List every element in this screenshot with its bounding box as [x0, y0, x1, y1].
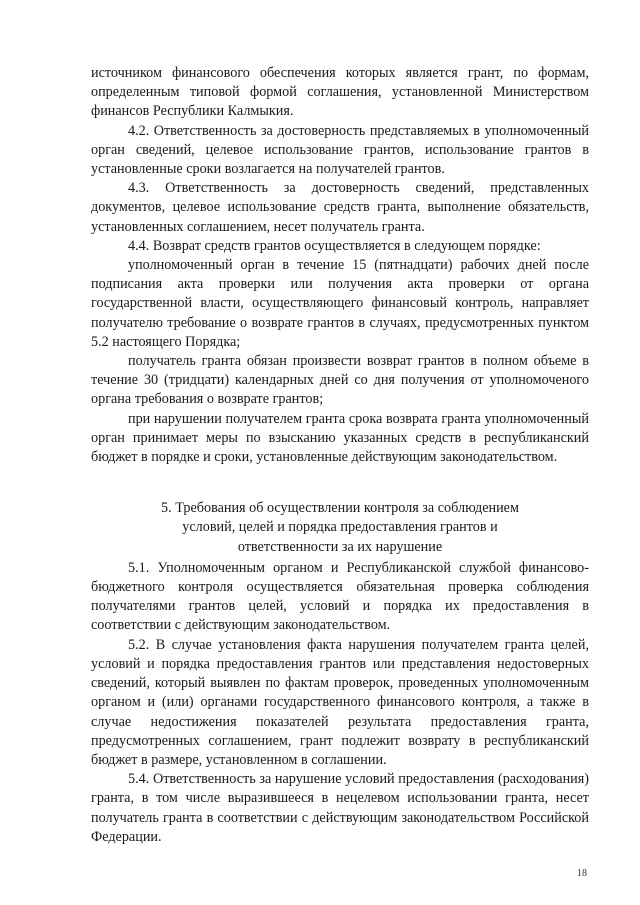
section-heading-line-1: 5. Требования об осуществлении контроля за соблюдением	[161, 500, 519, 517]
section-5-heading	[91, 499, 589, 557]
paragraph-4-3: 4.3. Ответственность за достоверность сведений, представленных документов, целевое использование средств гранта, выполнение обязательств, установленных соглашением, несет получатель гранта.	[91, 180, 589, 235]
paragraph-5-4: 5.4. Ответственность за нарушение условий предоставления (расходования) гранта, в том числе выразившееся в нецелевом использовании гранта, несет получатель гранта в соответствии с действующим законодательством Российской Федерации.	[91, 771, 589, 845]
paragraph-4-4: 4.4. Возврат средств грантов осуществляется в следующем порядке:	[128, 237, 541, 254]
paragraph-4-4-item-2: получатель гранта обязан произвести возврат грантов в полном объеме в течение 30 (тридцати) календарных дней со дня получения от уполномоченого органа требования о возврате грантов;	[91, 353, 589, 408]
paragraph-4-4-item-3: при нарушении получателем гранта срока возврата гранта уполномоченный орган принимает меры по взысканию указанных средств в республиканский бюджет в порядке и сроки, установленные действующим законодательством.	[91, 410, 589, 466]
paragraph-5-1: 5.1. Уполномоченным органом и Республиканской службой финансово-бюджетного контроля осуществляется обязательная проверка соблюдения получателями грантов целей, условий и порядка их предоставления в соответствии с действующим законодательством.	[91, 559, 589, 634]
page-number: 18	[577, 868, 587, 879]
document-page	[91, 64, 589, 847]
paragraph-4-2: 4.2. Ответственность за достоверность представляемых в уполномоченный орган сведений, целевое использование грантов, использование грантов в установленные сроки возлагается на получателей грантов.	[91, 122, 589, 178]
paragraph-4-4-item-1: уполномоченный орган в течение 15 (пятнадцати) рабочих дней после подписания акта проверки или получения акта проверки от органа государственной власти, осуществляющего финансовый контроль, направляет получателю требование о возврате грантов в случаях, предусмотренных пунктом 5.2 настоящего Порядка;	[91, 257, 589, 350]
paragraph-intro: источником финансового обеспечения которых является грант, по формам, определенным типовой формой соглашения, установленной Министерством финансов Республики Калмыкия.	[91, 65, 589, 120]
section-heading-line-2: условий, целей и порядка предоставления грантов и	[182, 519, 498, 536]
paragraph-5-2: 5.2. В случае установления факта нарушения получателем гранта целей, условий и порядка предоставления грантов или представления недостоверных сведений, который выявлен по фактам проверок, проведенных уполномоченным органом и (или) органами государственного финансового контроля, а также в случае недостижения показателей результата предоставления гранта, предусмотренных соглашением, грант подлежит возврату в республиканский бюджет в размере, установленном в соглашении.	[91, 636, 589, 768]
section-heading-line-3: ответственности за их нарушение	[237, 538, 443, 555]
